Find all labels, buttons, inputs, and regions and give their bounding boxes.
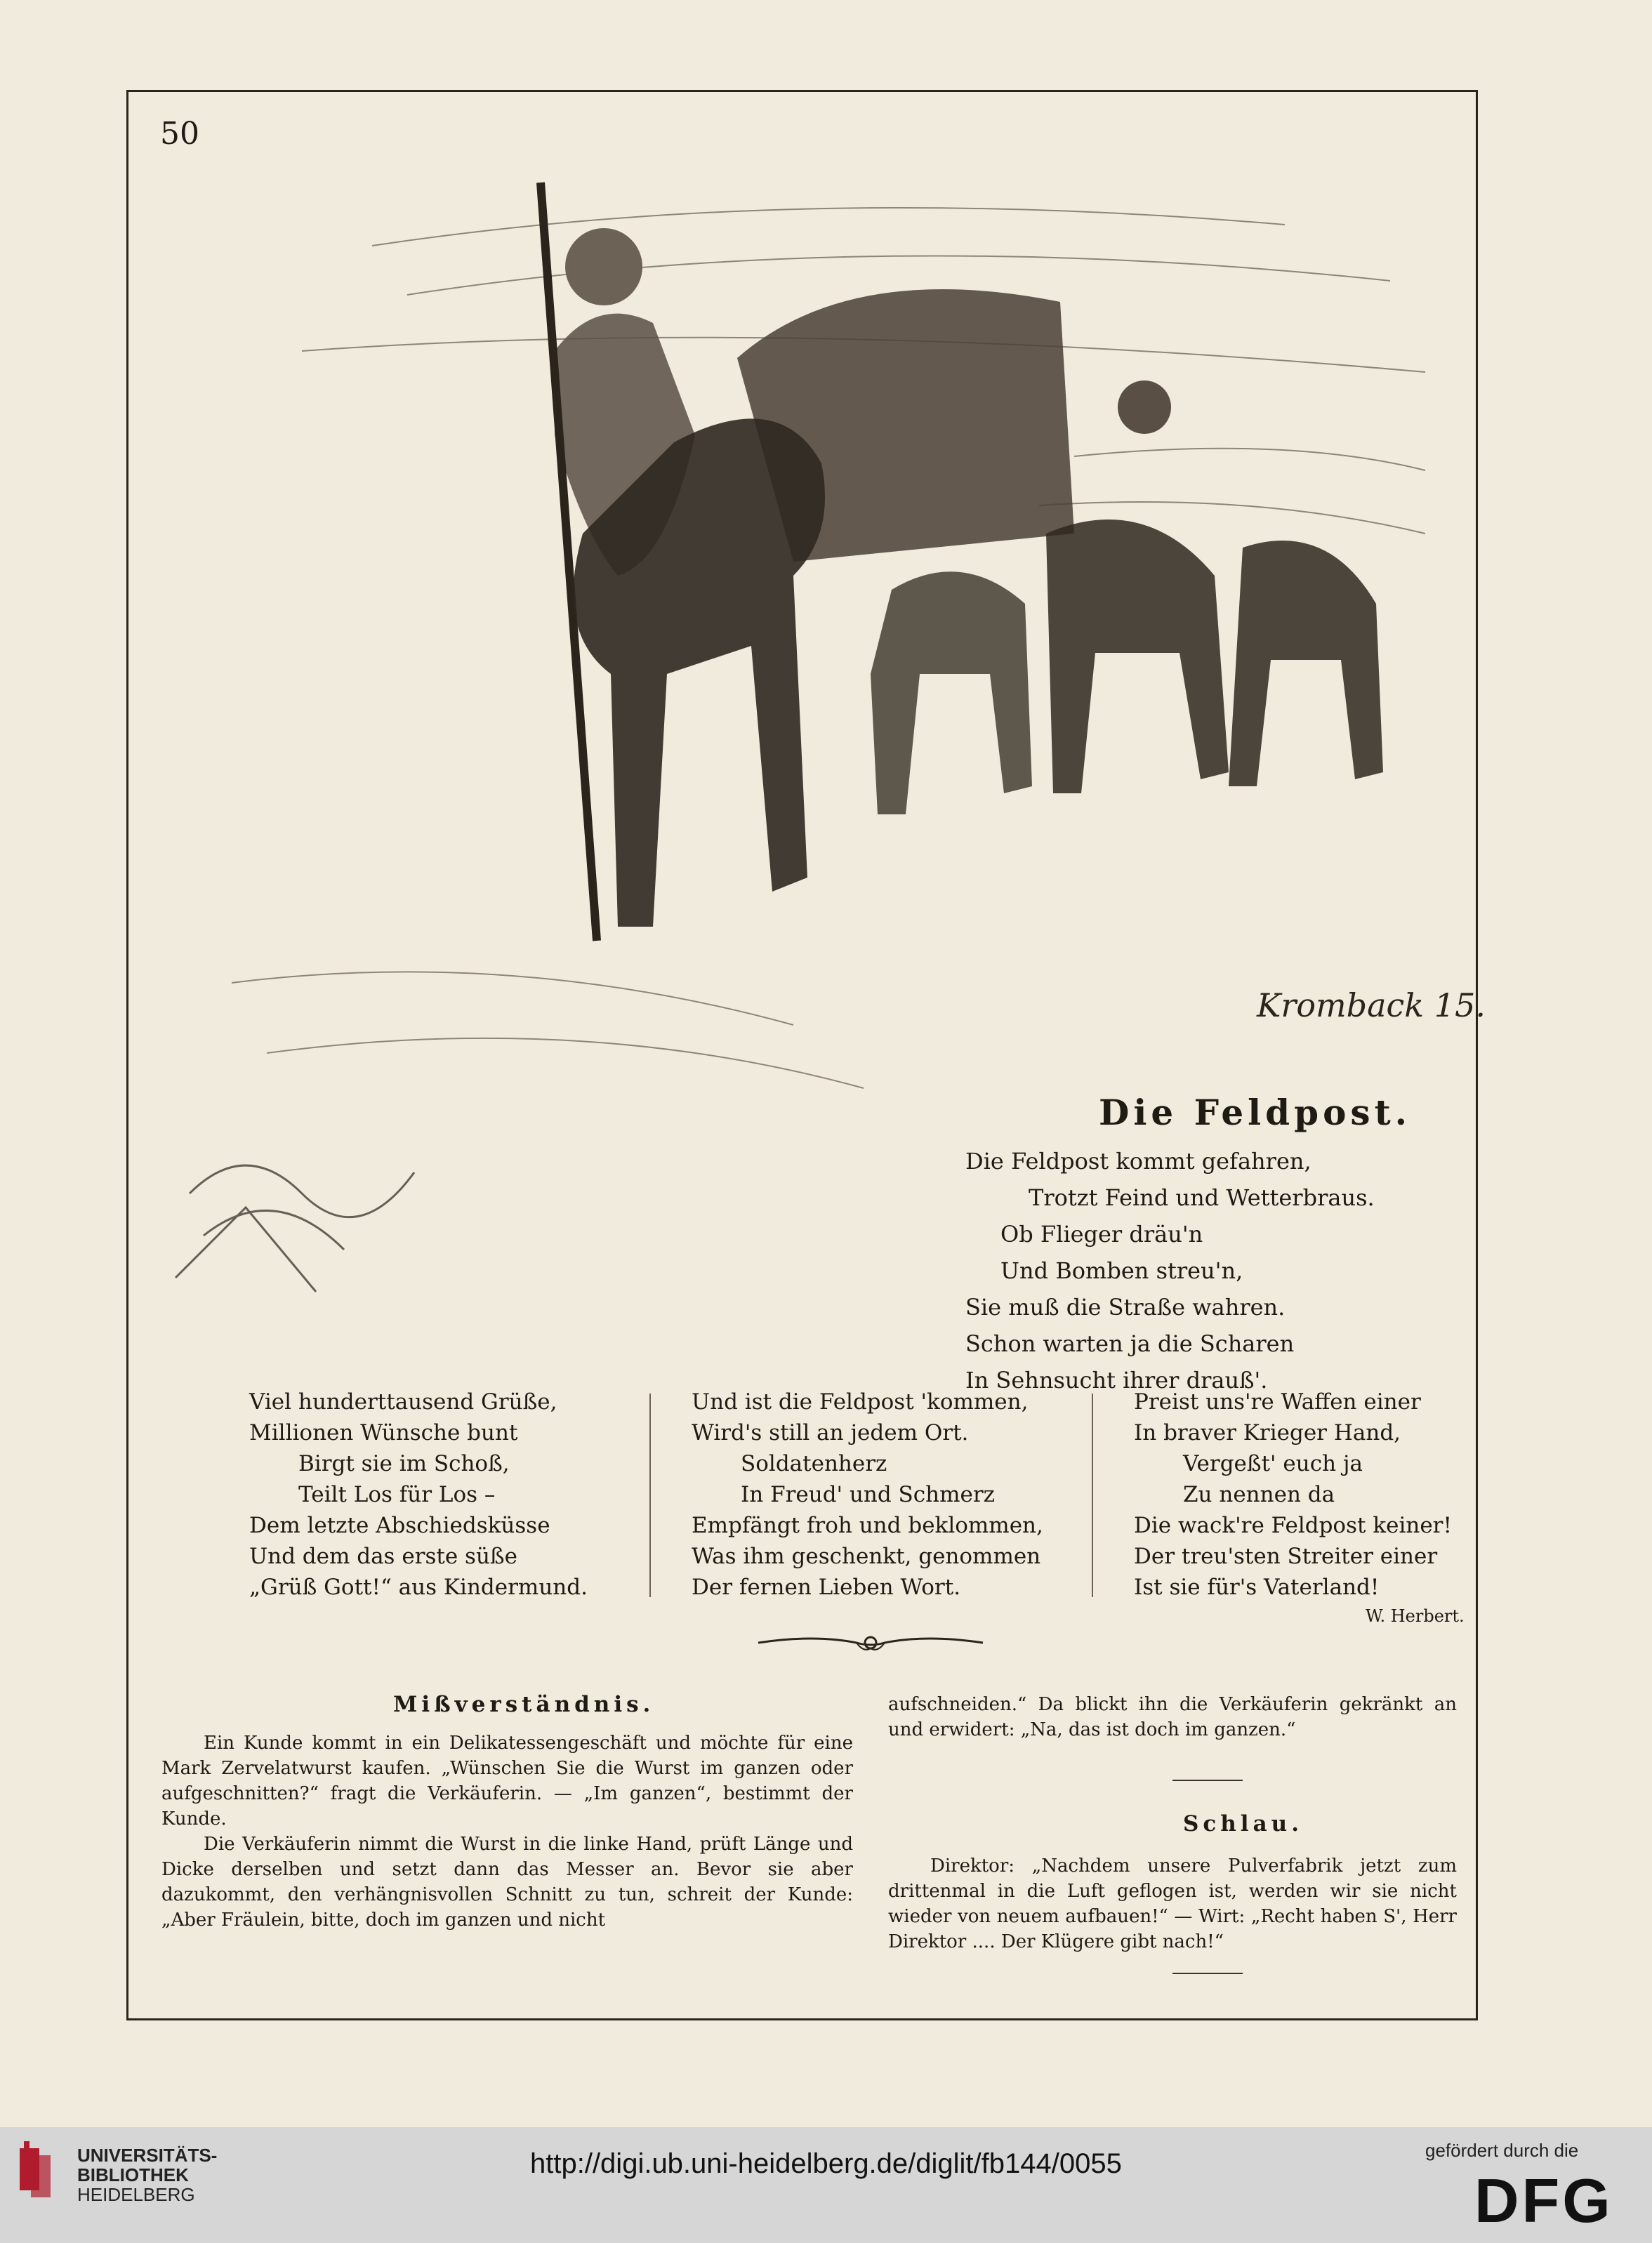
- poem-line: Und ist die Feldpost 'kommen,: [692, 1389, 1029, 1415]
- team-horse-left: [871, 571, 1032, 814]
- separator-rule: [1172, 1973, 1243, 1974]
- poem-first-stanza: [965, 1143, 1375, 1398]
- funding-note: gefördert durch die: [1425, 2140, 1579, 2161]
- library-name-line: HEIDELBERG: [77, 2184, 195, 2205]
- poem-line: Und dem das erste süße: [249, 1544, 517, 1569]
- team-horse-center: [1046, 520, 1229, 793]
- poem-line: Die wack're Feldpost keiner!: [1134, 1513, 1452, 1538]
- poem-line: Schon warten ja die Scharen: [965, 1330, 1295, 1357]
- poem-line: Wird's still an jedem Ort.: [692, 1420, 969, 1445]
- poem-line: Birgt sie im Schoß,: [298, 1451, 510, 1476]
- article-body-missverstaendnis: [161, 1731, 853, 1933]
- rider-head: [565, 228, 642, 305]
- poem-line: Vergeßt' euch ja: [1183, 1451, 1363, 1476]
- article-paragraph: aufschneiden.“ Da blickt ihn die Verkäuferin gekränkt an und erwidert: „Na, das ist doch im ganzen.“: [888, 1694, 1457, 1740]
- footer-bar: [0, 2127, 1652, 2243]
- poem-line: Der treu'sten Streiter einer: [1134, 1544, 1438, 1569]
- poem-line: Empfängt froh und beklommen,: [692, 1513, 1043, 1538]
- illustrator-signature: Kromback 15.: [1257, 986, 1486, 1024]
- poem-line: Trotzt Feind und Wetterbraus.: [1029, 1184, 1375, 1211]
- article-continuation: [888, 1692, 1457, 1742]
- poem-line: Der fernen Lieben Wort.: [692, 1575, 961, 1600]
- separator-rule: [1172, 1780, 1243, 1781]
- poem-line: Zu nennen da: [1183, 1482, 1335, 1507]
- permalink-url[interactable]: http://digi.ub.uni-heidelberg.de/diglit/fb144/0055: [530, 2148, 1122, 2179]
- poem-line: Millionen Wünsche bunt: [249, 1420, 518, 1445]
- poem-line: Ob Flieger dräu'n: [1000, 1221, 1203, 1248]
- article-paragraph: Direktor: „Nachdem unsere Pulverfabrik jetzt zum drittenmal in die Luft geflogen ist, werden wir sie nicht wieder von neuem aufbauen!“ — Wirt: „Recht haben S', Herr Direktor .... Der Klügere gibt nach!“: [888, 1855, 1457, 1952]
- article-paragraph: Ein Kunde kommt in ein Delikatessengeschäft und möchte für eine Mark Zervelatwurst kaufen. „Wünschen Sie die Wurst im ganzen oder aufgeschnitten?“ fragt die Verkäuferin. — „Im ganzen“, bestimmt der Kunde.: [161, 1733, 853, 1830]
- poem-line: Die Feldpost kommt gefahren,: [965, 1148, 1311, 1175]
- poem-line: Sie muß die Straße wahren.: [965, 1294, 1286, 1321]
- poem-line: Viel hunderttausend Grüße,: [249, 1389, 557, 1415]
- poem-author: W. Herbert.: [1366, 1606, 1465, 1626]
- dfg-logo[interactable]: DFG: [1474, 2166, 1613, 2235]
- library-name-line: UNIVERSITÄTS-: [77, 2145, 218, 2166]
- article-title-schlau: Schlau.: [1183, 1811, 1303, 1837]
- article-body-schlau: [888, 1853, 1457, 1954]
- library-name[interactable]: [77, 2145, 217, 2204]
- ornament-divider: [751, 1629, 990, 1657]
- page-number: 50: [160, 116, 199, 152]
- poem-stanza-1: [249, 1387, 588, 1603]
- article-paragraph: Die Verkäuferin nimmt die Wurst in die linke Hand, prüft Länge und Dicke derselben und setzt dann das Messer an. Bevor sie aber dazukommt, den verhängnisvollen Schnitt zu tun, schreit der Kunde: „Aber Fräulein, bitte, doch im ganzen und nicht: [161, 1834, 853, 1931]
- poem-line: In Freud' und Schmerz: [741, 1482, 996, 1507]
- poem-line: In Sehnsucht ihrer drauß'.: [965, 1367, 1268, 1394]
- poem-line: „Grüß Gott!“ aus Kindermund.: [249, 1575, 588, 1600]
- column-divider: [1092, 1394, 1093, 1597]
- library-name-line: BIBLIOTHEK: [77, 2164, 189, 2185]
- poem-line: Preist uns're Waffen einer: [1134, 1389, 1421, 1415]
- second-rider-head: [1118, 381, 1171, 434]
- poem-title: Die Feldpost.: [1099, 1092, 1412, 1133]
- library-logo-icon[interactable]: [17, 2141, 59, 2199]
- team-horse-right: [1229, 541, 1383, 786]
- poem-line: Dem letzte Abschiedsküsse: [249, 1513, 550, 1538]
- poem-stanza-3: [1134, 1387, 1452, 1603]
- poem-line: Soldatenherz: [741, 1451, 887, 1476]
- poem-line: Und Bomben streu'n,: [1000, 1257, 1243, 1284]
- poem-line: Teilt Los für Los –: [298, 1482, 496, 1507]
- article-title-missverstaendnis: Mißverständnis.: [393, 1692, 655, 1717]
- poem-stanza-2: [692, 1387, 1043, 1603]
- poem-line: In braver Krieger Hand,: [1134, 1420, 1401, 1445]
- poem-line: Ist sie für's Vaterland!: [1134, 1575, 1380, 1600]
- column-divider: [649, 1394, 651, 1597]
- poem-line: Was ihm geschenkt, genommen: [692, 1544, 1041, 1569]
